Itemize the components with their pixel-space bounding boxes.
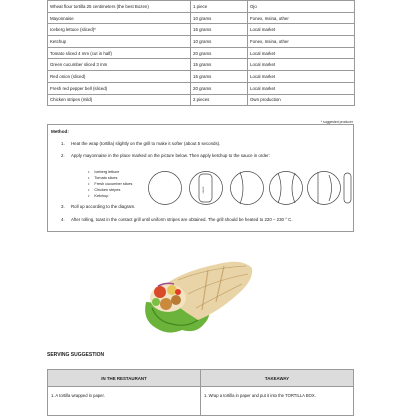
ingredient-name: Ketchup <box>48 36 191 48</box>
ingredients-table <box>47 0 355 106</box>
ingredient-qty: 15 grams <box>191 59 248 71</box>
method-step-3: 3. Roll up according to the diagram. <box>61 204 136 209</box>
ingredient-qty: 10 grams <box>191 36 248 48</box>
ingredient-row <box>48 71 355 83</box>
ingredient-source: Ojo <box>248 1 355 13</box>
method-step-4: 4. After rolling, toast in the contact grill until uniform stripes are obtained. The grill should be heated to 220 – 230 ° C. <box>61 217 293 222</box>
ingredient-row <box>48 94 355 106</box>
layer-item: • Iceberg lettuce <box>88 169 132 175</box>
layer-item: • Fresh cucumber slices <box>88 181 132 187</box>
sauce-area <box>199 174 212 202</box>
method-step-2: 2. Apply mayonnaise in the place marked on the picture below. Then apply ketchup to the sauce in order: <box>61 153 270 158</box>
ingredient-row <box>48 36 355 48</box>
method-title: Method: <box>51 129 69 134</box>
sauce-label: sauce <box>202 186 205 194</box>
ingredient-name: Tomato sliced 4 mm (cut in half) <box>48 47 191 59</box>
ingredient-source: Local market <box>248 59 355 71</box>
ingredient-row <box>48 1 355 13</box>
ingredient-source: Own production <box>248 94 355 106</box>
method-box <box>47 124 354 232</box>
ingredient-source: Local market <box>248 71 355 83</box>
footnote: * suggested producer <box>320 120 353 124</box>
ingredient-qty: 1 piece <box>191 1 248 13</box>
fold-line <box>240 172 243 204</box>
tortilla-step-circle-1 <box>149 172 182 205</box>
ingredient-row <box>48 82 355 94</box>
ingredient-source: Local market <box>248 82 355 94</box>
tortilla-step-circle-2 <box>190 172 223 205</box>
rolled-wrap <box>344 173 351 203</box>
tortilla-step-circle-5 <box>308 172 341 205</box>
ingredient-name: Mayonnaise <box>48 12 191 24</box>
ingredient-name: Wheat flour tortilla 25 centimeters (the best Bozen) <box>48 1 191 13</box>
serving-title: SERVING SUGGESTION <box>47 352 105 358</box>
ingredient-qty: 15 grams <box>191 71 248 83</box>
tortilla-step-circle-4 <box>270 172 303 205</box>
serving-table <box>47 369 354 416</box>
layer-item: • Chicken stripes <box>88 187 132 193</box>
layer-item: • Ketchup <box>88 193 132 199</box>
ingredient-name: Chicken stripes (mild) <box>48 94 191 106</box>
ingredient-name: Fresh red pepper bell (sliced) <box>48 82 191 94</box>
layer-list <box>88 169 132 199</box>
ingredient-qty: 2 pieces <box>191 94 248 106</box>
serving-takeaway-step: 1. Wrap a tortilla in paper and put it into the TORTILLA BOX. <box>201 387 354 416</box>
ingredient-row <box>48 47 355 59</box>
ingredient-row <box>48 12 355 24</box>
layer-item: • Tomato slices <box>88 175 132 181</box>
ingredient-row <box>48 24 355 36</box>
serving-restaurant-step: 1. A tortilla wrapped in paper. <box>48 387 201 416</box>
ingredient-qty: 20 grams <box>191 82 248 94</box>
ingredient-source: Fonex, Insina, other <box>248 36 355 48</box>
tortilla-wrap-photo <box>138 250 256 340</box>
ingredient-qty: 10 grams <box>191 12 248 24</box>
ingredient-name: Red onion (sliced) <box>48 71 191 83</box>
serving-header-takeaway: TAKEAWAY <box>201 370 354 387</box>
ingredient-qty: 20 grams <box>191 47 248 59</box>
ingredient-qty: 15 grams <box>191 24 248 36</box>
ingredient-name: Iceberg lettuce (sliced)* <box>48 24 191 36</box>
method-step-1: 1. Heat the wrap (tortilla) slightly on the grill to make it softer (about 5 seconds). <box>61 141 221 146</box>
ingredient-source: Fonex, Insina, other <box>248 12 355 24</box>
tortilla-step-circle-3 <box>231 172 264 205</box>
ingredient-source: Local market <box>248 47 355 59</box>
ingredient-source: Local market <box>248 24 355 36</box>
rolling-diagram <box>148 170 352 206</box>
ingredient-name: Green cucumber sliced 3 mm <box>48 59 191 71</box>
serving-header-restaurant: IN THE RESTAURANT <box>48 370 201 387</box>
ingredient-row <box>48 59 355 71</box>
